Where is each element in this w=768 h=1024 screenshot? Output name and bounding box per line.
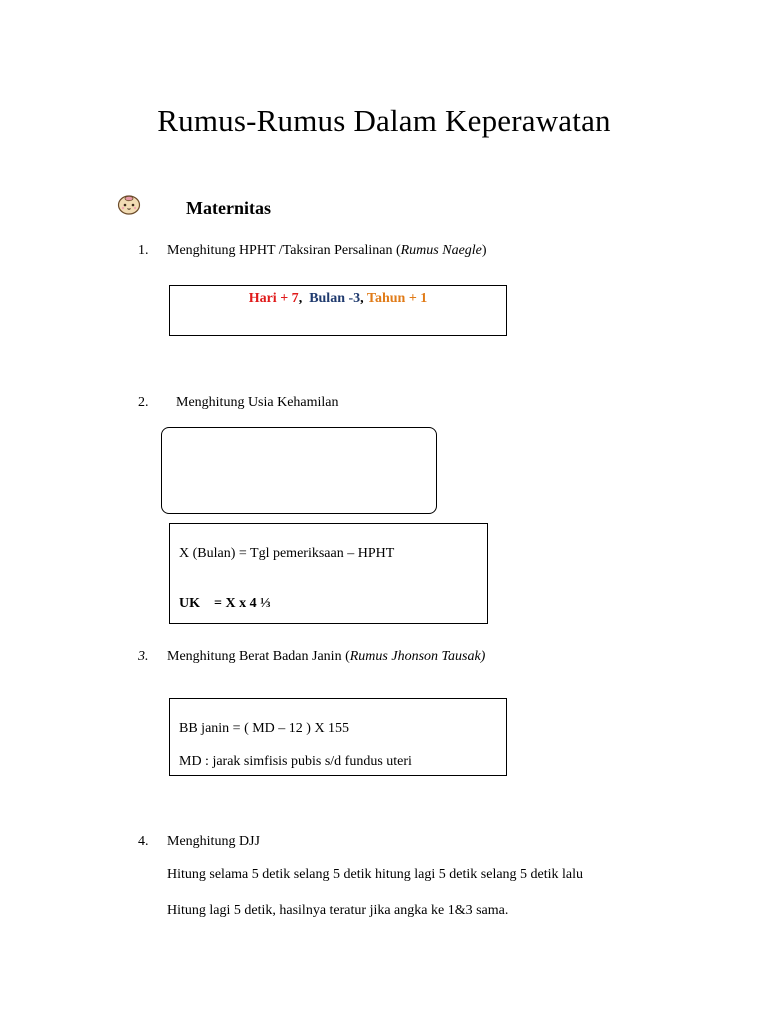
formula-uk-value: = X x 4 ⅓ [214, 596, 271, 611]
item-number-3 [138, 649, 149, 665]
item-text-3-italic: Rumus Jhonson Tausak) [349, 649, 486, 664]
item-text-3 [167, 649, 485, 665]
djj-paragraph-2: Hitung lagi 5 detik, hasilnya teratur jika angka ke 1&3 sama. [167, 903, 509, 918]
formula-box-usia [169, 523, 488, 624]
item-text-1-italic: Rumus Naegle [400, 243, 482, 258]
item-number-3-italic: 3. [138, 649, 149, 664]
formula-bb-line2: MD : jarak simfisis pubis s/d fundus uteri [179, 754, 412, 769]
formula-day: Hari + 7 [248, 291, 299, 306]
item-text-1 [167, 243, 487, 259]
formula-box-bb [169, 698, 507, 776]
formula-month: Bulan -3 [309, 291, 361, 306]
formula-bb-line1: BB janin = ( MD – 12 ) X 155 [179, 721, 350, 736]
page-title: Rumus-Rumus Dalam Keperawatan [157, 103, 611, 138]
empty-rounded-box [161, 427, 437, 514]
item-text-1-tail: ) [481, 243, 487, 258]
formula-sep-2: , [360, 291, 364, 306]
cookie-face-icon [117, 194, 141, 216]
item-text-3-main: Menghitung Berat Badan Janin ( [167, 649, 350, 664]
formula-sep-1: , [298, 291, 303, 306]
formula-hpht [170, 291, 506, 307]
item-number-4: 4. [138, 834, 149, 849]
item-number-2: 2. [138, 395, 149, 410]
formula-box-hpht [169, 285, 507, 336]
djj-paragraph-1: Hitung selama 5 detik selang 5 detik hitung lagi 5 detik selang 5 detik lalu [167, 867, 584, 882]
item-text-2: Menghitung Usia Kehamilan [176, 395, 339, 410]
section-title: Maternitas [186, 198, 271, 218]
item-text-4: Menghitung DJJ [167, 834, 260, 849]
formula-usia-line1: X (Bulan) = Tgl pemeriksaan – HPHT [179, 546, 395, 561]
item-number-1: 1. [138, 243, 149, 258]
formula-uk-label: UK [179, 596, 200, 611]
item-text-1-main: Menghitung HPHT /Taksiran Persalinan ( [167, 243, 401, 258]
formula-year: Tahun + 1 [366, 291, 428, 306]
formula-usia-line2 [179, 596, 271, 612]
